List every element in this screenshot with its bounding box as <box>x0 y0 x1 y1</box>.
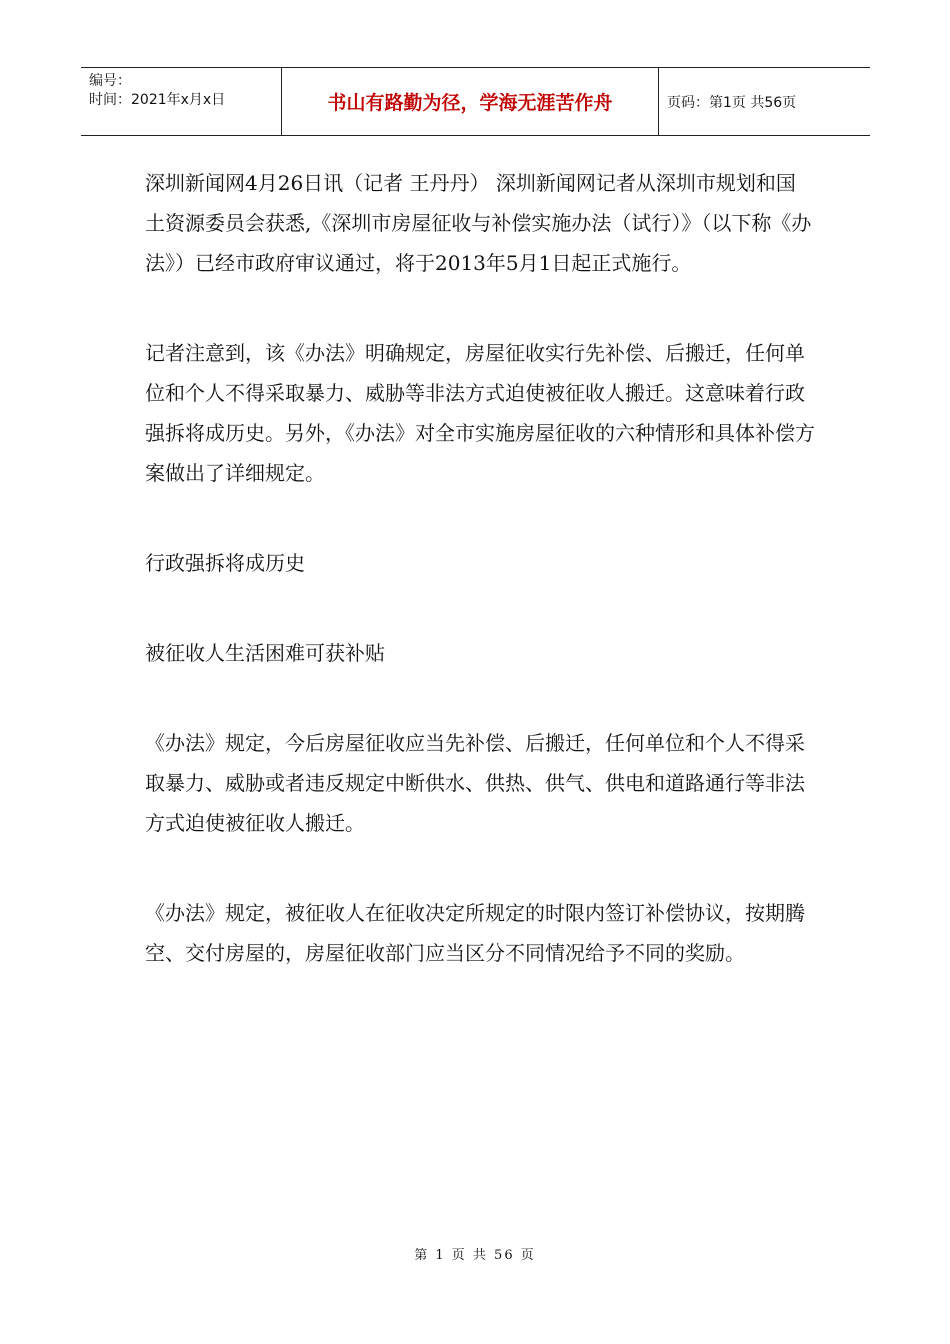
paragraph-regulation-2: 《办法》规定，被征收人在征收决定所规定的时限内签订补偿协议，按期腾空、交付房屋的，房屋征收部门应当区分不同情况给予不同的奖励。 <box>145 901 805 965</box>
document-header <box>81 67 870 136</box>
header-page-info: 页码：第1页 共56页 <box>667 94 797 111</box>
page-footer: 第 1 页 共 56 页 <box>414 1248 536 1263</box>
document-number-label: 编号： <box>89 73 131 89</box>
document-time-label: 时间：2021年x月x日 <box>89 92 226 108</box>
paragraph-intro: 深圳新闻网4月26日讯（记者 王丹丹） 深圳新闻网记者从深圳市规划和国土资源委员会获悉,《深圳市房屋征收与补偿实施办法（试行）》（以下称《办法》）已经市政府审议通过，将于2013年5月1日起正式施行。 <box>145 171 812 275</box>
document-body <box>145 163 815 1023</box>
section-heading-forced-demolition: 行政强拆将成历史 <box>145 551 305 575</box>
header-motto: 书山有路勤为径，学海无涯苦作舟 <box>281 68 659 135</box>
section-heading-subsidy: 被征收人生活困难可获补贴 <box>145 641 385 665</box>
paragraph-regulation-1: 《办法》规定，今后房屋征收应当先补偿、后搬迁，任何单位和个人不得采取暴力、威胁或者违反规定中断供水、供热、供气、供电和道路通行等非法方式迫使被征收人搬迁。 <box>145 731 805 835</box>
paragraph-notice: 记者注意到，该《办法》明确规定，房屋征收实行先补偿、后搬迁，任何单位和个人不得采取暴力、威胁等非法方式迫使被征收人搬迁。这意味着行政强拆将成历史。另外，《办法》对全市实施房屋征收的六种情形和具体补偿方案做出了详细规定。 <box>145 341 815 485</box>
header-meta <box>81 68 281 135</box>
